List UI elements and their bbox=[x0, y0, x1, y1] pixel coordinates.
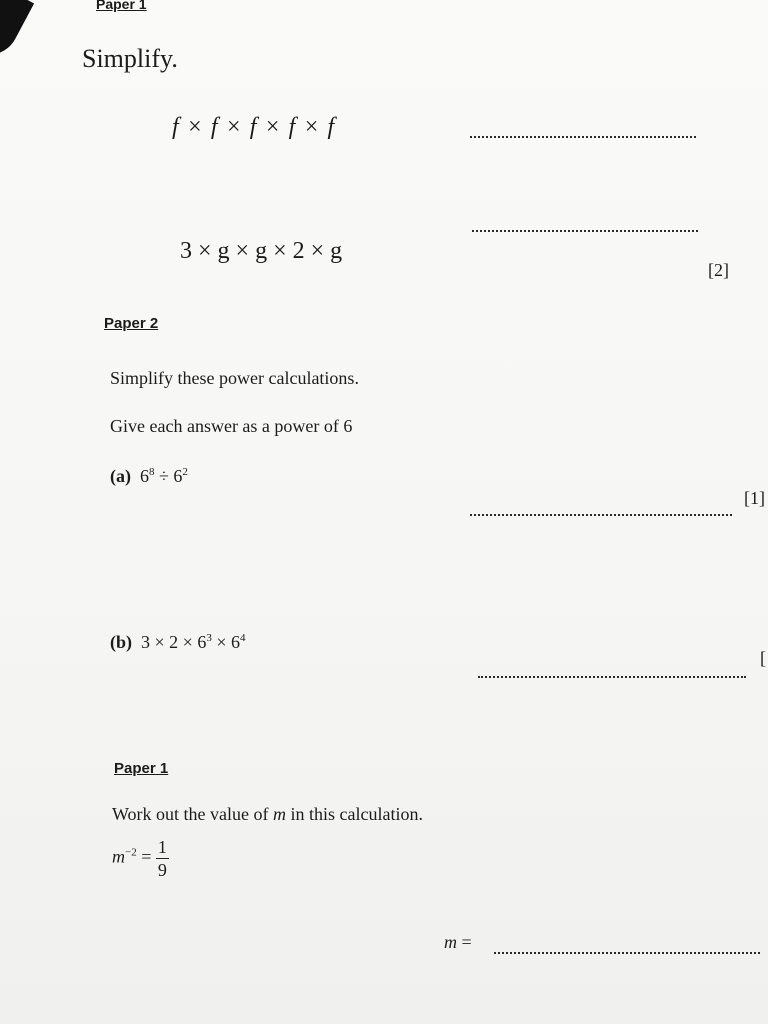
part-a-label: (a) bbox=[110, 466, 131, 486]
part-a-exp1: 8 bbox=[149, 466, 155, 478]
answer-line-a[interactable] bbox=[470, 514, 732, 516]
paper-label-1: Paper 1 bbox=[96, 0, 147, 12]
part-b-label: (b) bbox=[110, 632, 132, 652]
expression-g: 3 × g × g × 2 × g bbox=[180, 238, 343, 264]
work-out-instruction bbox=[112, 804, 423, 825]
power-of-6-instruction: Give each answer as a power of 6 bbox=[110, 416, 353, 436]
paper-label-2: Paper 2 bbox=[104, 315, 159, 332]
answer-m-var: m bbox=[444, 932, 457, 952]
power-instruction: Simplify these power calculations. bbox=[110, 368, 359, 388]
part-a-base2: 6 bbox=[173, 466, 183, 486]
part-b-base2: 6 bbox=[230, 632, 240, 652]
answer-m-equals: = bbox=[461, 932, 472, 952]
fraction-one-ninth bbox=[156, 838, 169, 879]
answer-line-g[interactable] bbox=[472, 230, 698, 232]
part-b-question bbox=[110, 632, 245, 653]
marks-part-b: [ bbox=[760, 648, 766, 668]
part-b-exp1: 3 bbox=[206, 632, 212, 644]
part-b-prefix: 3 × 2 × bbox=[141, 632, 193, 652]
part-a-question bbox=[110, 466, 188, 487]
page-corner-shadow bbox=[0, 0, 34, 65]
simplify-instruction: Simplify. bbox=[82, 44, 178, 73]
answer-line-b[interactable] bbox=[478, 676, 746, 678]
part-b-operator: × bbox=[216, 632, 227, 652]
equation-m bbox=[112, 838, 169, 879]
fraction-numerator: 1 bbox=[157, 837, 167, 857]
marks-section1: [2] bbox=[708, 260, 729, 280]
part-a-exp2: 2 bbox=[182, 466, 188, 478]
part-b-exp2: 4 bbox=[239, 632, 246, 644]
expression-f: f × f × f × f × f bbox=[172, 114, 336, 140]
part-b-base1: 6 bbox=[197, 632, 207, 652]
equation-equals: = bbox=[141, 846, 152, 867]
fraction-bar bbox=[156, 858, 169, 859]
fraction-denominator: 9 bbox=[157, 860, 167, 880]
marks-part-a: [1] bbox=[744, 488, 765, 508]
work-out-pre: Work out the value of bbox=[112, 804, 269, 824]
part-a-base1: 6 bbox=[140, 466, 149, 486]
work-out-var: m bbox=[273, 804, 287, 824]
work-out-post: in this calculation. bbox=[290, 804, 423, 824]
paper-label-3: Paper 1 bbox=[114, 760, 169, 777]
equation-exp: −2 bbox=[125, 846, 137, 859]
answer-line-m[interactable] bbox=[494, 952, 760, 954]
answer-line-f[interactable] bbox=[470, 136, 696, 138]
equation-var: m bbox=[112, 846, 125, 867]
answer-m-label bbox=[444, 932, 472, 953]
part-a-operator: ÷ bbox=[159, 466, 169, 486]
